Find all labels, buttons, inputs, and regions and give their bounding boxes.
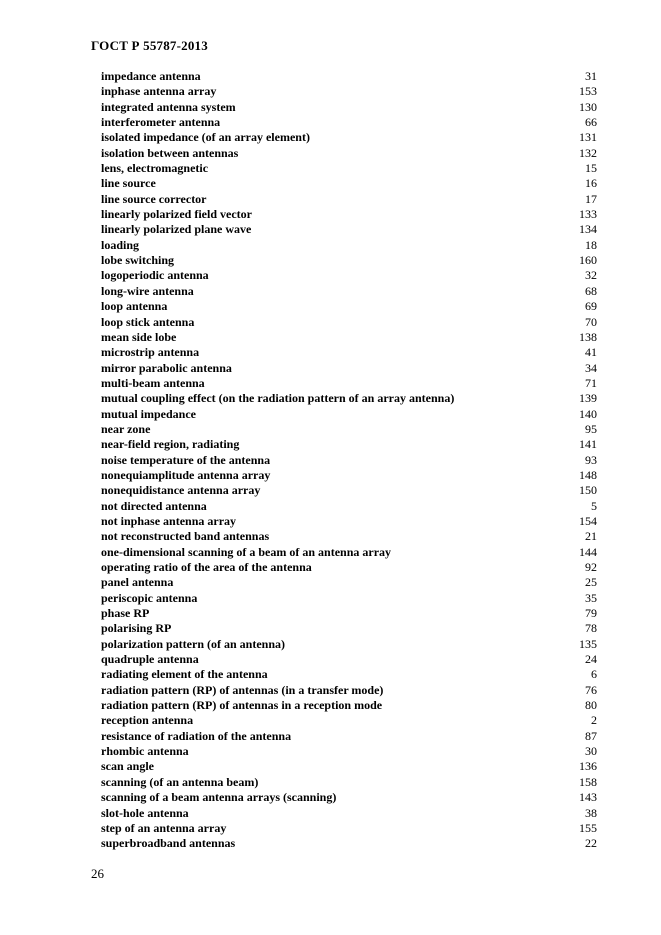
- index-term: quadruple antenna: [101, 652, 199, 667]
- index-term-number: 76: [585, 682, 597, 697]
- index-entry: [101, 192, 597, 207]
- index-term: impedance antenna: [101, 69, 201, 83]
- index-entry: [101, 376, 597, 391]
- index-entry: [101, 176, 597, 191]
- index-term-number: 34: [585, 360, 597, 375]
- index-term: integrated antenna system: [101, 99, 236, 114]
- index-term: mean side lobe: [101, 329, 177, 344]
- index-term: polarization pattern (of an antenna): [101, 636, 285, 651]
- index-entry: [101, 667, 597, 682]
- index-term: one-dimensional scanning of a beam of an antenna array: [101, 544, 392, 559]
- index-term-number: 92: [585, 560, 597, 574]
- index-entry: [101, 683, 597, 698]
- index-entry: [101, 361, 597, 376]
- index-term-number: 143: [579, 790, 597, 805]
- index-entry: [101, 575, 597, 590]
- index-entry: [101, 238, 597, 253]
- index-term: resistance of radiation of the antenna: [101, 728, 292, 743]
- index-entry: [101, 652, 597, 667]
- index-entry: [101, 284, 597, 299]
- index-term: reception antenna: [101, 713, 194, 728]
- index-entry: [101, 637, 597, 652]
- index-term-number: 87: [585, 728, 597, 743]
- index-term: not reconstructed band antennas: [101, 529, 270, 544]
- index-term: isolation between antennas: [101, 145, 239, 160]
- page-header-standard-id: ГОСТ Р 55787-2013: [91, 38, 208, 53]
- index-entry: [101, 499, 597, 514]
- index-term-number: 141: [579, 437, 597, 452]
- index-term-number: 15: [585, 161, 597, 176]
- index-term: nonequidistance antenna array: [101, 483, 261, 498]
- index-term: operating ratio of the area of the antenna: [101, 560, 312, 574]
- index-term: slot-hole antenna: [101, 805, 189, 820]
- index-term-number: 135: [579, 636, 597, 651]
- index-term: lobe switching: [101, 253, 175, 268]
- index-term-number: 139: [579, 391, 597, 406]
- index-term: loop stick antenna: [101, 314, 195, 329]
- index-term-number: 38: [585, 805, 597, 820]
- index-term-number: 158: [579, 774, 597, 789]
- index-term: near zone: [101, 421, 151, 436]
- index-entry: [101, 560, 597, 575]
- index-entry: [101, 698, 597, 713]
- index-entry: [101, 253, 597, 268]
- index-entry: [101, 161, 597, 176]
- index-entry: [101, 606, 597, 621]
- index-term: interferometer antenna: [101, 115, 221, 130]
- index-term-number: 66: [585, 115, 597, 130]
- index-term: scan angle: [101, 759, 155, 774]
- index-term: radiating element of the antenna: [101, 667, 268, 682]
- index-entry: [101, 345, 597, 360]
- index-entry: [101, 453, 597, 468]
- index-term-number: 80: [585, 698, 597, 713]
- index-term: lens, electromagnetic: [101, 161, 209, 176]
- index-entry: [101, 729, 597, 744]
- index-entry: [101, 468, 597, 483]
- index-term: multi-beam antenna: [101, 375, 205, 390]
- index-term: scanning of a beam antenna arrays (scanning): [101, 790, 337, 805]
- index-term-number: 69: [585, 299, 597, 314]
- index-term-number: 16: [585, 176, 597, 191]
- index-term-number: 134: [579, 222, 597, 237]
- index-term: line source corrector: [101, 191, 207, 206]
- index-term: noise temperature of the antenna: [101, 452, 271, 467]
- index-entry: [101, 836, 597, 851]
- index-term: line source: [101, 176, 156, 191]
- index-entry: [101, 514, 597, 529]
- index-term-number: 148: [579, 467, 597, 482]
- index-term-number: 30: [585, 744, 597, 759]
- index-term-number: 41: [585, 345, 597, 360]
- index-term: rhombic antenna: [101, 744, 189, 759]
- index-term: near-field region, radiating: [101, 437, 240, 452]
- index-term: panel antenna: [101, 575, 174, 590]
- index-term-number: 144: [579, 544, 597, 559]
- index-term-number: 132: [579, 145, 597, 160]
- index-term-number: 153: [579, 84, 597, 99]
- index-entry: [101, 330, 597, 345]
- index-term-number: 22: [585, 836, 597, 851]
- index-term-number: 71: [585, 375, 597, 390]
- index-term: logoperiodic antenna: [101, 268, 209, 283]
- index-term-number: 6: [591, 667, 597, 682]
- index-term-number: 24: [585, 652, 597, 667]
- index-term: radiation pattern (RP) of antennas in a reception mode: [101, 698, 383, 713]
- index-entry: [101, 299, 597, 314]
- index-term-number: 155: [579, 820, 597, 835]
- index-term: scanning (of an antenna beam): [101, 774, 259, 789]
- index-term: not directed antenna: [101, 498, 207, 513]
- index-term-number: 21: [585, 529, 597, 544]
- index-term-number: 18: [585, 237, 597, 252]
- page-number: 26: [91, 866, 104, 881]
- index-term: loop antenna: [101, 299, 168, 314]
- index-term-number: 17: [585, 191, 597, 206]
- index-term: superbroadband antennas: [101, 836, 236, 851]
- index-entry: [101, 315, 597, 330]
- index-entry: [101, 422, 597, 437]
- index-term: mutual coupling effect (on the radiation pattern of an array antenna): [101, 391, 455, 406]
- index-term-number: 150: [579, 483, 597, 498]
- index-term: not inphase antenna array: [101, 513, 237, 528]
- index-term-number: 133: [579, 207, 597, 222]
- index-term-number: 32: [585, 268, 597, 283]
- index-term: loading: [101, 237, 140, 252]
- index-term: phase RP: [101, 606, 150, 621]
- index-entry: [101, 713, 597, 728]
- index-term-number: 68: [585, 283, 597, 298]
- index-entry: [101, 437, 597, 452]
- index-term: inphase antenna array: [101, 84, 217, 99]
- index-entry: [101, 222, 597, 237]
- index-term-number: 70: [585, 314, 597, 329]
- index-entry: [101, 84, 597, 99]
- index-term-number: 79: [585, 606, 597, 621]
- index-entry: [101, 268, 597, 283]
- index-term-number: 130: [579, 99, 597, 114]
- index-entry: [101, 115, 597, 130]
- index-entry: [101, 744, 597, 759]
- index-entry: [101, 529, 597, 544]
- index-entry: [101, 207, 597, 222]
- index-entry: [101, 759, 597, 774]
- index-term: step of an antenna array: [101, 820, 227, 835]
- index-term: linearly polarized plane wave: [101, 222, 252, 237]
- index-term: long-wire antenna: [101, 283, 194, 298]
- index-entry: [101, 483, 597, 498]
- index-term: linearly polarized field vector: [101, 207, 252, 222]
- index-entry: [101, 821, 597, 836]
- index-entry: [101, 545, 597, 560]
- index-term-number: 78: [585, 621, 597, 636]
- index-entry: [101, 407, 597, 422]
- index-term-number: 160: [579, 253, 597, 268]
- index-term: radiation pattern (RP) of antennas (in a transfer mode): [101, 682, 384, 697]
- index-term-number: 136: [579, 759, 597, 774]
- index-entry: [101, 391, 597, 406]
- index-entry: [101, 591, 597, 606]
- index-entry: [101, 69, 597, 84]
- index-term: nonequiamplitude antenna array: [101, 467, 271, 482]
- index-entry: [101, 146, 597, 161]
- index-term-number: 2: [591, 713, 597, 728]
- index-term-number: 140: [579, 406, 597, 421]
- index-term: microstrip antenna: [101, 345, 200, 360]
- index-term: periscopic antenna: [101, 590, 198, 605]
- index-term-number: 154: [579, 513, 597, 528]
- index-term: mutual impedance: [101, 406, 197, 421]
- index-term-number: 131: [579, 130, 597, 145]
- index-entry: [101, 100, 597, 115]
- index-entry: [101, 621, 597, 636]
- index-term-number: 35: [585, 590, 597, 605]
- index-entry: [101, 806, 597, 821]
- index-term: mirror parabolic antenna: [101, 360, 232, 375]
- index-term-number: 138: [579, 329, 597, 344]
- index-term-number: 93: [585, 452, 597, 467]
- index-term-number: 95: [585, 421, 597, 436]
- index-term: polarising RP: [101, 621, 172, 636]
- index-term-number: 5: [591, 498, 597, 513]
- index-term-number: 31: [585, 69, 597, 83]
- index-entry: [101, 790, 597, 805]
- index-entry: [101, 130, 597, 145]
- index-term: isolated impedance (of an array element): [101, 130, 310, 145]
- index-term-number: 25: [585, 575, 597, 590]
- index-entry: [101, 775, 597, 790]
- terms-index-list: [101, 69, 597, 852]
